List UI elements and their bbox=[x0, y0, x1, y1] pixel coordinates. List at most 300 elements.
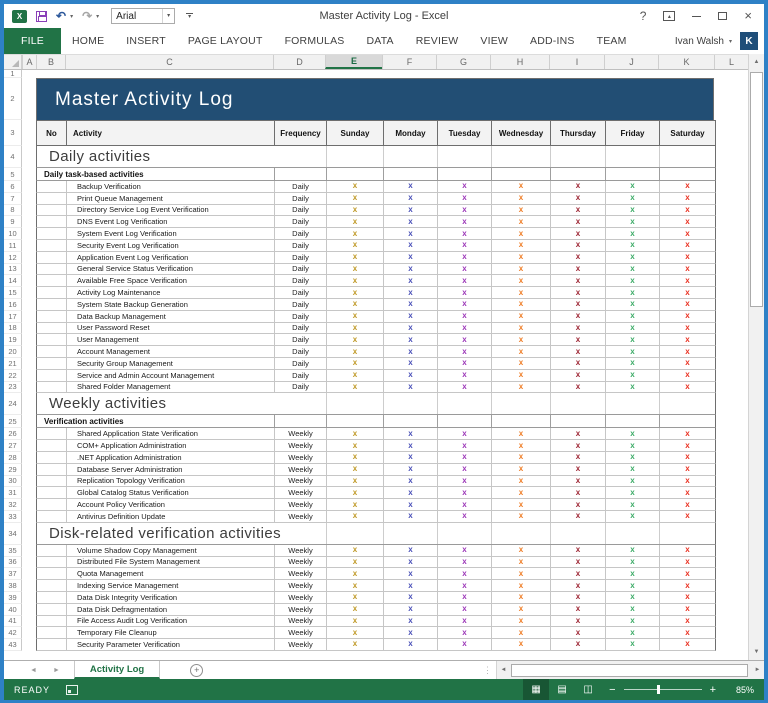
no-cell[interactable] bbox=[37, 252, 66, 263]
day-cell-thursday[interactable] bbox=[550, 440, 605, 451]
undo-dropdown-icon[interactable]: ▾ bbox=[70, 13, 74, 20]
day-cell-friday[interactable] bbox=[605, 334, 659, 345]
day-cell-wednesday[interactable] bbox=[491, 275, 550, 286]
day-cell-monday[interactable] bbox=[383, 358, 437, 369]
cell-a39[interactable] bbox=[22, 592, 36, 604]
day-cell-monday[interactable] bbox=[383, 275, 437, 286]
day-cell-thursday[interactable] bbox=[550, 568, 605, 579]
ribbon-tab-formulas[interactable]: FORMULAS bbox=[284, 35, 345, 47]
day-cell-friday[interactable] bbox=[605, 476, 659, 487]
no-cell[interactable] bbox=[37, 287, 66, 298]
row-header-38[interactable]: 38 bbox=[4, 580, 22, 592]
day-cell-monday[interactable] bbox=[383, 299, 437, 310]
activity-cell[interactable]: Available Free Space Verification bbox=[66, 275, 274, 286]
day-cell-tuesday[interactable] bbox=[437, 311, 491, 322]
column-header-f[interactable]: F bbox=[382, 55, 436, 69]
activity-cell[interactable]: COM+ Application Administration bbox=[66, 440, 274, 451]
day-cell-saturday[interactable] bbox=[659, 639, 715, 650]
row-header-10[interactable]: 10 bbox=[4, 228, 22, 240]
no-cell[interactable] bbox=[37, 639, 66, 650]
day-cell-wednesday[interactable] bbox=[491, 346, 550, 357]
cell-a14[interactable] bbox=[22, 275, 36, 287]
zoom-level[interactable]: 85% bbox=[735, 684, 754, 695]
no-cell[interactable] bbox=[37, 604, 66, 615]
frequency-cell[interactable]: Weekly bbox=[274, 452, 326, 463]
no-cell[interactable] bbox=[37, 452, 66, 463]
day-cell-thursday[interactable] bbox=[550, 252, 605, 263]
activity-cell[interactable]: Account Policy Verification bbox=[66, 499, 274, 510]
day-cell-sunday[interactable] bbox=[326, 252, 383, 263]
empty-day-cell[interactable] bbox=[550, 146, 605, 167]
day-cell-friday[interactable] bbox=[605, 428, 659, 439]
row-header-18[interactable]: 18 bbox=[4, 323, 22, 335]
activity-cell[interactable]: Replication Topology Verification bbox=[66, 476, 274, 487]
day-cell-monday[interactable] bbox=[383, 499, 437, 510]
day-cell-wednesday[interactable] bbox=[491, 627, 550, 638]
activity-cell[interactable]: Antivirus Definition Update bbox=[66, 511, 274, 522]
day-cell-saturday[interactable] bbox=[659, 370, 715, 381]
empty-day-cell[interactable] bbox=[491, 393, 550, 414]
day-cell-tuesday[interactable] bbox=[437, 499, 491, 510]
day-cell-friday[interactable] bbox=[605, 487, 659, 498]
day-cell-sunday[interactable] bbox=[326, 580, 383, 591]
day-cell-thursday[interactable] bbox=[550, 193, 605, 204]
day-cell-sunday[interactable] bbox=[326, 346, 383, 357]
column-header-j[interactable]: J bbox=[604, 55, 658, 69]
day-cell-monday[interactable] bbox=[383, 311, 437, 322]
day-cell-friday[interactable] bbox=[605, 370, 659, 381]
cell-a34[interactable] bbox=[22, 523, 36, 545]
day-cell-saturday[interactable] bbox=[659, 499, 715, 510]
row-header-22[interactable]: 22 bbox=[4, 370, 22, 382]
frequency-cell[interactable]: Weekly bbox=[274, 476, 326, 487]
no-cell[interactable] bbox=[37, 616, 66, 627]
cell-a9[interactable] bbox=[22, 216, 36, 228]
day-cell-friday[interactable] bbox=[605, 639, 659, 650]
activity-cell[interactable]: Database Server Administration bbox=[66, 464, 274, 475]
day-cell-saturday[interactable] bbox=[659, 511, 715, 522]
day-cell-monday[interactable] bbox=[383, 181, 437, 192]
day-cell-friday[interactable] bbox=[605, 568, 659, 579]
day-cell-wednesday[interactable] bbox=[491, 557, 550, 568]
day-cell-wednesday[interactable] bbox=[491, 639, 550, 650]
day-cell-monday[interactable] bbox=[383, 557, 437, 568]
day-cell-wednesday[interactable] bbox=[491, 311, 550, 322]
row-header-35[interactable]: 35 bbox=[4, 545, 22, 557]
day-cell-friday[interactable] bbox=[605, 604, 659, 615]
empty-day-cell[interactable] bbox=[550, 523, 605, 544]
row-header-33[interactable]: 33 bbox=[4, 511, 22, 523]
day-cell-wednesday[interactable] bbox=[491, 299, 550, 310]
ribbon-tab-team[interactable]: TEAM bbox=[596, 35, 627, 47]
header-cell-wednesday[interactable]: Wednesday bbox=[491, 121, 550, 145]
ribbon-tab-insert[interactable]: INSERT bbox=[126, 35, 166, 47]
maximize-button[interactable] bbox=[718, 12, 727, 20]
day-cell-monday[interactable] bbox=[383, 264, 437, 275]
horizontal-scrollbar-thumb[interactable] bbox=[511, 664, 748, 677]
empty-day-cell[interactable] bbox=[550, 415, 605, 427]
day-cell-monday[interactable] bbox=[383, 382, 437, 393]
day-cell-monday[interactable] bbox=[383, 464, 437, 475]
day-cell-sunday[interactable] bbox=[326, 205, 383, 216]
activity-cell[interactable]: Data Backup Management bbox=[66, 311, 274, 322]
save-icon[interactable] bbox=[36, 11, 47, 22]
day-cell-sunday[interactable] bbox=[326, 334, 383, 345]
empty-day-cell[interactable] bbox=[326, 146, 383, 167]
day-cell-saturday[interactable] bbox=[659, 216, 715, 227]
day-cell-sunday[interactable] bbox=[326, 440, 383, 451]
cell-a23[interactable] bbox=[22, 382, 36, 394]
day-cell-saturday[interactable] bbox=[659, 568, 715, 579]
day-cell-sunday[interactable] bbox=[326, 604, 383, 615]
cell-a21[interactable] bbox=[22, 358, 36, 370]
day-cell-friday[interactable] bbox=[605, 264, 659, 275]
frequency-cell[interactable]: Daily bbox=[274, 181, 326, 192]
day-cell-friday[interactable] bbox=[605, 287, 659, 298]
day-cell-monday[interactable] bbox=[383, 511, 437, 522]
day-cell-thursday[interactable] bbox=[550, 334, 605, 345]
day-cell-sunday[interactable] bbox=[326, 311, 383, 322]
empty-day-cell[interactable] bbox=[437, 523, 491, 544]
day-cell-tuesday[interactable] bbox=[437, 592, 491, 603]
sheet-tab-activity-log[interactable]: Activity Log bbox=[74, 661, 160, 679]
cell-a10[interactable] bbox=[22, 228, 36, 240]
day-cell-tuesday[interactable] bbox=[437, 580, 491, 591]
no-cell[interactable] bbox=[37, 358, 66, 369]
day-cell-saturday[interactable] bbox=[659, 487, 715, 498]
no-cell[interactable] bbox=[37, 275, 66, 286]
row-header-32[interactable]: 32 bbox=[4, 499, 22, 511]
empty-day-cell[interactable] bbox=[326, 168, 383, 180]
day-cell-thursday[interactable] bbox=[550, 346, 605, 357]
row-header-16[interactable]: 16 bbox=[4, 299, 22, 311]
day-cell-wednesday[interactable] bbox=[491, 240, 550, 251]
ribbon-tab-data[interactable]: DATA bbox=[366, 35, 394, 47]
empty-day-cell[interactable] bbox=[437, 415, 491, 427]
frequency-cell[interactable]: Weekly bbox=[274, 499, 326, 510]
day-cell-thursday[interactable] bbox=[550, 580, 605, 591]
empty-day-cell[interactable] bbox=[605, 415, 659, 427]
row-header-24[interactable]: 24 bbox=[4, 393, 22, 415]
activity-cell[interactable]: Security Event Log Verification bbox=[66, 240, 274, 251]
day-cell-saturday[interactable] bbox=[659, 604, 715, 615]
sheet-title-cell[interactable]: Master Activity Log bbox=[36, 78, 714, 120]
row-header-31[interactable]: 31 bbox=[4, 487, 22, 499]
day-cell-saturday[interactable] bbox=[659, 592, 715, 603]
row-header-34[interactable]: 34 bbox=[4, 523, 22, 545]
day-cell-sunday[interactable] bbox=[326, 639, 383, 650]
row-header-25[interactable]: 25 bbox=[4, 415, 22, 428]
ribbon-tab-page-layout[interactable]: PAGE LAYOUT bbox=[187, 35, 263, 47]
day-cell-wednesday[interactable] bbox=[491, 592, 550, 603]
day-cell-monday[interactable] bbox=[383, 228, 437, 239]
frequency-cell[interactable]: Weekly bbox=[274, 616, 326, 627]
day-cell-thursday[interactable] bbox=[550, 452, 605, 463]
day-cell-wednesday[interactable] bbox=[491, 358, 550, 369]
activity-cell[interactable]: Global Catalog Status Verification bbox=[66, 487, 274, 498]
no-cell[interactable] bbox=[37, 240, 66, 251]
day-cell-friday[interactable] bbox=[605, 382, 659, 393]
activity-cell[interactable]: Data Disk Integrity Verification bbox=[66, 592, 274, 603]
frequency-cell[interactable]: Weekly bbox=[274, 464, 326, 475]
no-cell[interactable] bbox=[37, 440, 66, 451]
empty-day-cell[interactable] bbox=[437, 393, 491, 414]
day-cell-sunday[interactable] bbox=[326, 216, 383, 227]
cell-a25[interactable] bbox=[22, 415, 36, 428]
day-cell-sunday[interactable] bbox=[326, 370, 383, 381]
day-cell-thursday[interactable] bbox=[550, 382, 605, 393]
day-cell-sunday[interactable] bbox=[326, 557, 383, 568]
row-header-3[interactable]: 3 bbox=[4, 120, 22, 146]
activity-cell[interactable]: General Service Status Verification bbox=[66, 264, 274, 275]
day-cell-monday[interactable] bbox=[383, 193, 437, 204]
empty-day-cell[interactable] bbox=[605, 523, 659, 544]
page-layout-view-icon[interactable]: ▤ bbox=[557, 684, 567, 695]
minimize-button[interactable] bbox=[692, 16, 701, 17]
ribbon-tab-add-ins[interactable]: ADD-INS bbox=[530, 35, 575, 47]
row-header-21[interactable]: 21 bbox=[4, 358, 22, 370]
ribbon-tab-view[interactable]: VIEW bbox=[480, 35, 509, 47]
day-cell-tuesday[interactable] bbox=[437, 323, 491, 334]
row-header-9[interactable]: 9 bbox=[4, 216, 22, 228]
day-cell-tuesday[interactable] bbox=[437, 616, 491, 627]
empty-frequency-cell[interactable] bbox=[274, 415, 326, 427]
day-cell-saturday[interactable] bbox=[659, 616, 715, 627]
frequency-cell[interactable]: Daily bbox=[274, 193, 326, 204]
empty-day-cell[interactable] bbox=[383, 168, 437, 180]
header-cell-friday[interactable]: Friday bbox=[605, 121, 659, 145]
horizontal-scrollbar-track[interactable] bbox=[510, 663, 751, 678]
day-cell-friday[interactable] bbox=[605, 627, 659, 638]
no-cell[interactable] bbox=[37, 382, 66, 393]
day-cell-wednesday[interactable] bbox=[491, 334, 550, 345]
no-cell[interactable] bbox=[37, 193, 66, 204]
day-cell-sunday[interactable] bbox=[326, 193, 383, 204]
day-cell-friday[interactable] bbox=[605, 557, 659, 568]
empty-day-cell[interactable] bbox=[437, 168, 491, 180]
row-header-26[interactable]: 26 bbox=[4, 428, 22, 440]
day-cell-monday[interactable] bbox=[383, 440, 437, 451]
day-cell-sunday[interactable] bbox=[326, 275, 383, 286]
row-header-11[interactable]: 11 bbox=[4, 240, 22, 252]
no-cell[interactable] bbox=[37, 511, 66, 522]
day-cell-wednesday[interactable] bbox=[491, 440, 550, 451]
ribbon-tab-file[interactable]: FILE bbox=[4, 28, 61, 54]
header-cell-thursday[interactable]: Thursday bbox=[550, 121, 605, 145]
day-cell-saturday[interactable] bbox=[659, 264, 715, 275]
day-cell-saturday[interactable] bbox=[659, 382, 715, 393]
day-cell-sunday[interactable] bbox=[326, 181, 383, 192]
day-cell-friday[interactable] bbox=[605, 511, 659, 522]
day-cell-saturday[interactable] bbox=[659, 346, 715, 357]
day-cell-monday[interactable] bbox=[383, 627, 437, 638]
no-cell[interactable] bbox=[37, 557, 66, 568]
frequency-cell[interactable]: Weekly bbox=[274, 592, 326, 603]
column-header-k[interactable]: K bbox=[658, 55, 714, 69]
day-cell-thursday[interactable] bbox=[550, 216, 605, 227]
row-header-13[interactable]: 13 bbox=[4, 264, 22, 276]
day-cell-monday[interactable] bbox=[383, 323, 437, 334]
no-cell[interactable] bbox=[37, 323, 66, 334]
day-cell-monday[interactable] bbox=[383, 487, 437, 498]
day-cell-saturday[interactable] bbox=[659, 299, 715, 310]
row-header-41[interactable]: 41 bbox=[4, 616, 22, 628]
day-cell-tuesday[interactable] bbox=[437, 487, 491, 498]
font-name-combobox[interactable] bbox=[111, 8, 175, 24]
activity-cell[interactable]: Print Queue Management bbox=[66, 193, 274, 204]
day-cell-tuesday[interactable] bbox=[437, 346, 491, 357]
row-header-19[interactable]: 19 bbox=[4, 334, 22, 346]
activity-cell[interactable]: Quota Management bbox=[66, 568, 274, 579]
activity-cell[interactable]: Temporary File Cleanup bbox=[66, 627, 274, 638]
empty-day-cell[interactable] bbox=[659, 168, 715, 180]
redo-icon[interactable]: ↷ bbox=[82, 9, 93, 23]
activity-cell[interactable]: Security Parameter Verification bbox=[66, 639, 274, 650]
activity-cell[interactable]: .NET Application Administration bbox=[66, 452, 274, 463]
day-cell-monday[interactable] bbox=[383, 639, 437, 650]
day-cell-saturday[interactable] bbox=[659, 627, 715, 638]
day-cell-friday[interactable] bbox=[605, 358, 659, 369]
empty-day-cell[interactable] bbox=[326, 393, 383, 414]
day-cell-tuesday[interactable] bbox=[437, 604, 491, 615]
cell-a16[interactable] bbox=[22, 299, 36, 311]
zoom-in-button[interactable]: + bbox=[709, 683, 716, 696]
day-cell-sunday[interactable] bbox=[326, 511, 383, 522]
column-header-e[interactable]: E bbox=[325, 55, 382, 69]
row-header-29[interactable]: 29 bbox=[4, 464, 22, 476]
frequency-cell[interactable]: Weekly bbox=[274, 545, 326, 556]
day-cell-friday[interactable] bbox=[605, 499, 659, 510]
no-cell[interactable] bbox=[37, 370, 66, 381]
cell-a7[interactable] bbox=[22, 193, 36, 205]
day-cell-saturday[interactable] bbox=[659, 358, 715, 369]
day-cell-friday[interactable] bbox=[605, 205, 659, 216]
normal-view-icon[interactable]: ▦ bbox=[523, 679, 549, 700]
day-cell-wednesday[interactable] bbox=[491, 205, 550, 216]
cell-a36[interactable] bbox=[22, 557, 36, 569]
day-cell-monday[interactable] bbox=[383, 452, 437, 463]
day-cell-thursday[interactable] bbox=[550, 592, 605, 603]
day-cell-thursday[interactable] bbox=[550, 240, 605, 251]
activity-cell[interactable]: Shared Folder Management bbox=[66, 382, 274, 393]
day-cell-tuesday[interactable] bbox=[437, 370, 491, 381]
day-cell-saturday[interactable] bbox=[659, 205, 715, 216]
frequency-cell[interactable]: Daily bbox=[274, 334, 326, 345]
day-cell-friday[interactable] bbox=[605, 228, 659, 239]
cell-a6[interactable] bbox=[22, 181, 36, 193]
day-cell-tuesday[interactable] bbox=[437, 264, 491, 275]
day-cell-sunday[interactable] bbox=[326, 240, 383, 251]
day-cell-sunday[interactable] bbox=[326, 287, 383, 298]
cell-a37[interactable] bbox=[22, 568, 36, 580]
day-cell-tuesday[interactable] bbox=[437, 252, 491, 263]
cell-a24[interactable] bbox=[22, 393, 36, 415]
empty-day-cell[interactable] bbox=[659, 146, 715, 167]
ribbon-tab-home[interactable]: HOME bbox=[71, 35, 105, 47]
day-cell-wednesday[interactable] bbox=[491, 476, 550, 487]
tab-scrollbar-divider[interactable]: ⋮ bbox=[483, 664, 492, 675]
cell-a3[interactable] bbox=[22, 120, 36, 146]
frequency-cell[interactable]: Daily bbox=[274, 252, 326, 263]
frequency-cell[interactable]: Weekly bbox=[274, 604, 326, 615]
day-cell-thursday[interactable] bbox=[550, 511, 605, 522]
day-cell-saturday[interactable] bbox=[659, 428, 715, 439]
day-cell-tuesday[interactable] bbox=[437, 216, 491, 227]
activity-cell[interactable]: Data Disk Defragmentation bbox=[66, 604, 274, 615]
row-header-4[interactable]: 4 bbox=[4, 146, 22, 168]
day-cell-friday[interactable] bbox=[605, 346, 659, 357]
day-cell-monday[interactable] bbox=[383, 616, 437, 627]
day-cell-thursday[interactable] bbox=[550, 499, 605, 510]
day-cell-wednesday[interactable] bbox=[491, 252, 550, 263]
cell-a40[interactable] bbox=[22, 604, 36, 616]
day-cell-friday[interactable] bbox=[605, 592, 659, 603]
day-cell-tuesday[interactable] bbox=[437, 627, 491, 638]
day-cell-friday[interactable] bbox=[605, 616, 659, 627]
frequency-cell[interactable]: Daily bbox=[274, 370, 326, 381]
day-cell-saturday[interactable] bbox=[659, 580, 715, 591]
day-cell-monday[interactable] bbox=[383, 428, 437, 439]
day-cell-saturday[interactable] bbox=[659, 452, 715, 463]
day-cell-friday[interactable] bbox=[605, 216, 659, 227]
day-cell-wednesday[interactable] bbox=[491, 511, 550, 522]
cell-a13[interactable] bbox=[22, 264, 36, 276]
day-cell-sunday[interactable] bbox=[326, 592, 383, 603]
day-cell-tuesday[interactable] bbox=[437, 334, 491, 345]
frequency-cell[interactable]: Daily bbox=[274, 216, 326, 227]
day-cell-friday[interactable] bbox=[605, 464, 659, 475]
day-cell-wednesday[interactable] bbox=[491, 382, 550, 393]
section-label[interactable]: Disk-related verification activities bbox=[49, 524, 281, 542]
day-cell-monday[interactable] bbox=[383, 205, 437, 216]
empty-day-cell[interactable] bbox=[326, 415, 383, 427]
day-cell-friday[interactable] bbox=[605, 193, 659, 204]
empty-day-cell[interactable] bbox=[437, 146, 491, 167]
no-cell[interactable] bbox=[37, 499, 66, 510]
day-cell-saturday[interactable] bbox=[659, 181, 715, 192]
day-cell-tuesday[interactable] bbox=[437, 181, 491, 192]
day-cell-thursday[interactable] bbox=[550, 476, 605, 487]
day-cell-saturday[interactable] bbox=[659, 287, 715, 298]
frequency-cell[interactable]: Daily bbox=[274, 346, 326, 357]
activity-cell[interactable]: Service and Admin Account Management bbox=[66, 370, 274, 381]
no-cell[interactable] bbox=[37, 592, 66, 603]
day-cell-monday[interactable] bbox=[383, 346, 437, 357]
cell-a31[interactable] bbox=[22, 487, 36, 499]
frequency-cell[interactable]: Daily bbox=[274, 323, 326, 334]
day-cell-monday[interactable] bbox=[383, 370, 437, 381]
frequency-cell[interactable]: Weekly bbox=[274, 428, 326, 439]
day-cell-tuesday[interactable] bbox=[437, 299, 491, 310]
day-cell-wednesday[interactable] bbox=[491, 487, 550, 498]
day-cell-saturday[interactable] bbox=[659, 476, 715, 487]
day-cell-tuesday[interactable] bbox=[437, 568, 491, 579]
activity-cell[interactable]: System State Backup Generation bbox=[66, 299, 274, 310]
frequency-cell[interactable]: Daily bbox=[274, 299, 326, 310]
activity-cell[interactable]: Indexing Service Management bbox=[66, 580, 274, 591]
no-cell[interactable] bbox=[37, 264, 66, 275]
day-cell-monday[interactable] bbox=[383, 240, 437, 251]
cell-a4[interactable] bbox=[22, 146, 36, 168]
empty-day-cell[interactable] bbox=[550, 393, 605, 414]
day-cell-sunday[interactable] bbox=[326, 499, 383, 510]
close-button[interactable]: × bbox=[744, 8, 752, 23]
user-dropdown-icon[interactable]: ▾ bbox=[728, 38, 732, 45]
cell-a2[interactable] bbox=[22, 78, 36, 120]
no-cell[interactable] bbox=[37, 464, 66, 475]
day-cell-tuesday[interactable] bbox=[437, 382, 491, 393]
scroll-left-icon[interactable]: ◄ bbox=[500, 667, 507, 673]
